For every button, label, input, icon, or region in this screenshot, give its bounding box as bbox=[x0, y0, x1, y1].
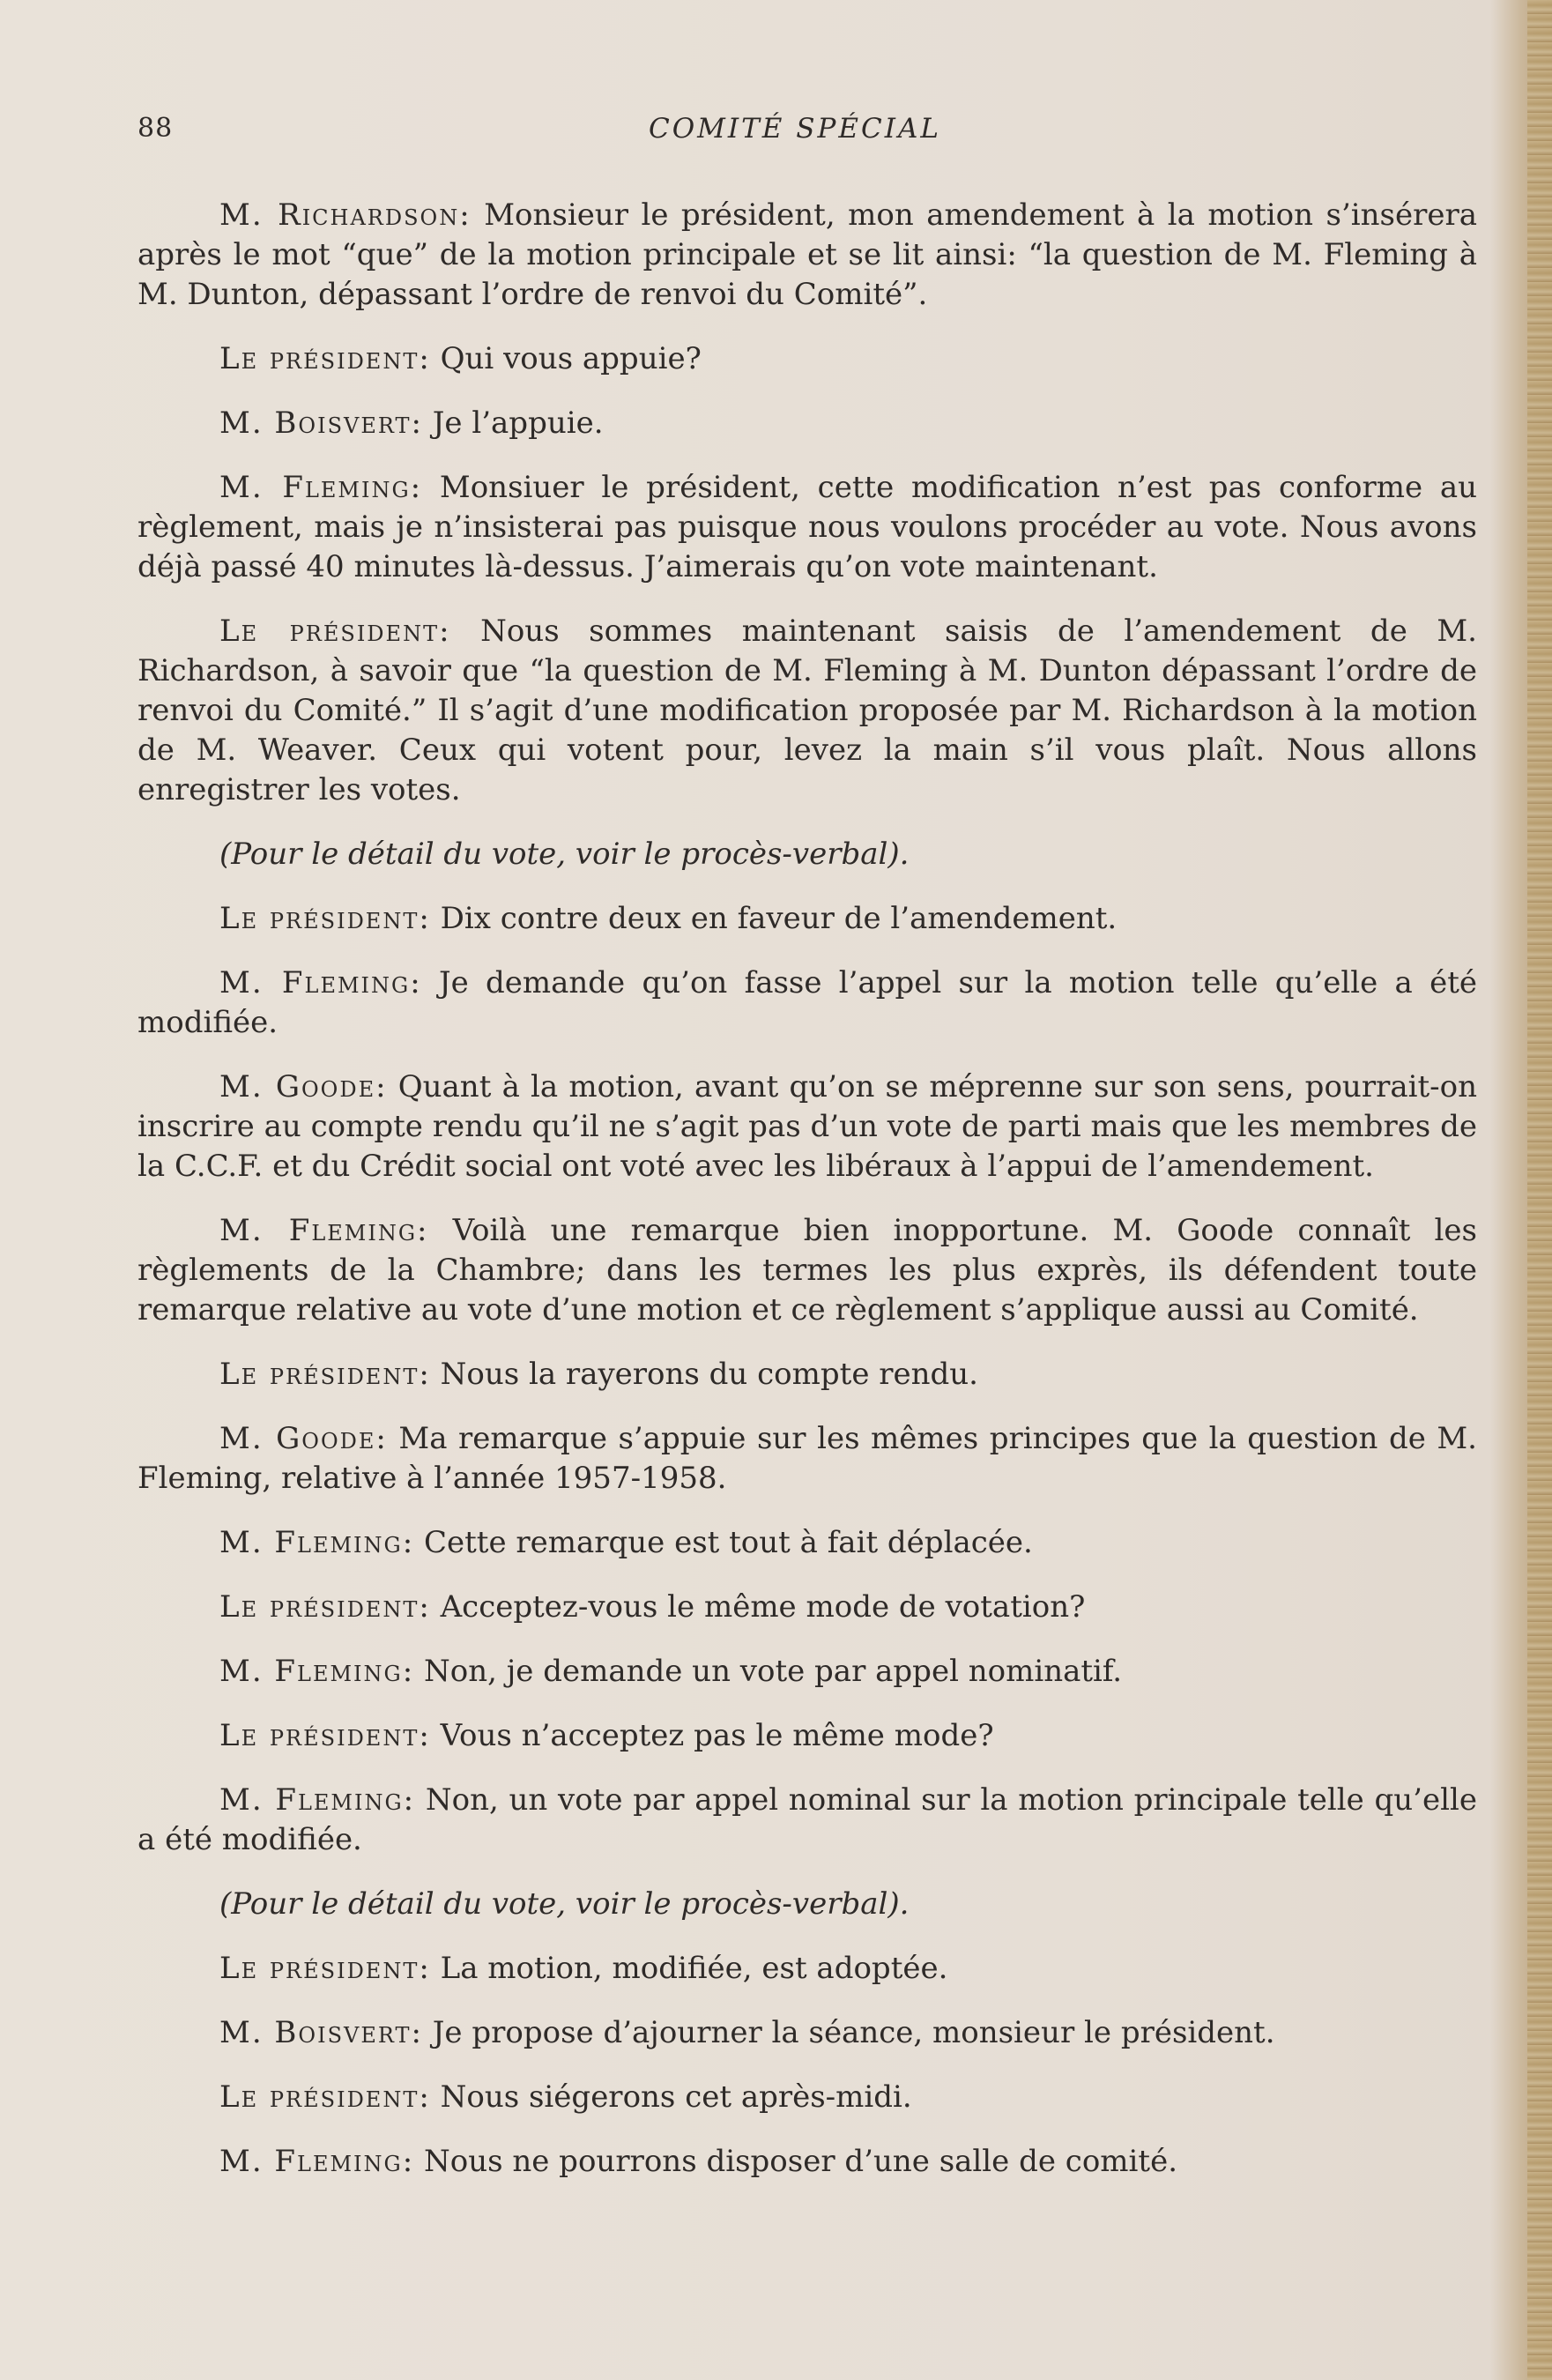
running-title: COMITÉ SPÉCIAL bbox=[649, 113, 941, 145]
paragraph bbox=[137, 339, 1477, 379]
speaker: Le président: bbox=[219, 2079, 431, 2115]
speaker: M. Fleming: bbox=[219, 470, 423, 505]
paragraph bbox=[137, 2142, 1477, 2182]
paragraph bbox=[137, 1652, 1477, 1692]
speaker: M. Fleming: bbox=[219, 1525, 415, 1560]
paragraph bbox=[137, 196, 1477, 315]
statement: Nous siégerons cet après-midi. bbox=[440, 2079, 912, 2115]
speaker: M. Fleming: bbox=[219, 1782, 416, 1818]
page-number: 88 bbox=[137, 113, 174, 144]
statement: Ma remarque s’appuie sur les mêmes principes que la question de M. Fleming, relative à l’année 1957-1958. bbox=[137, 1421, 1477, 1496]
speaker: M. Boisvert: bbox=[219, 2015, 423, 2050]
statement: (Pour le détail du vote, voir le procès-verbal). bbox=[219, 1886, 910, 1922]
paragraph bbox=[137, 1419, 1477, 1499]
statement: Quant à la motion, avant qu’on se méprenne sur son sens, pourrait-on inscrire au compte rendu qu’il ne s’agit pas d’un vote de parti mais que les membres de la C.C.F. et du Crédit social ont voté avec les libéraux à l’appui de l’amendement. bbox=[137, 1069, 1477, 1184]
statement: Dix contre deux en faveur de l’amendement. bbox=[440, 901, 1118, 936]
statement: Monsieur le président, mon amendement à la motion s’insérera après le mot “que” de la motion principale et se lit ainsi: “la question de M. Fleming à M. Dunton, dépassant l’ordre de renvoi du Comité”. bbox=[137, 197, 1477, 312]
statement: Non, un vote par appel nominal sur la motion principale telle qu’elle a été modifiée. bbox=[137, 1782, 1477, 1857]
speaker: M. Goode: bbox=[219, 1421, 388, 1456]
procedural-note bbox=[137, 1885, 1477, 1924]
paragraph bbox=[137, 1781, 1477, 1860]
paragraph bbox=[137, 1716, 1477, 1756]
speaker: M. Fleming: bbox=[219, 1213, 429, 1248]
speaker: M. Boisvert: bbox=[219, 405, 423, 441]
statement: (Pour le détail du vote, voir le procès-verbal). bbox=[219, 837, 910, 872]
paragraph bbox=[137, 1523, 1477, 1563]
paragraph bbox=[137, 899, 1477, 939]
speaker: M. Goode: bbox=[219, 1069, 388, 1104]
statement: Vous n’acceptez pas le même mode? bbox=[440, 1718, 994, 1753]
paragraph bbox=[137, 1211, 1477, 1330]
statement: Nous la rayerons du compte rendu. bbox=[440, 1357, 978, 1392]
statement: Qui vous appuie? bbox=[440, 341, 702, 376]
paragraph bbox=[137, 1588, 1477, 1627]
paragraph bbox=[137, 404, 1477, 443]
statement: Je l’appuie. bbox=[432, 405, 604, 441]
speaker: M. Fleming: bbox=[219, 2144, 415, 2179]
speaker: Le président: bbox=[219, 341, 431, 376]
paragraph bbox=[137, 1355, 1477, 1395]
statement: La motion, modifiée, est adoptée. bbox=[440, 1951, 948, 1986]
paragraph bbox=[137, 468, 1477, 587]
paragraph bbox=[137, 2078, 1477, 2117]
statement: Je propose d’ajourner la séance, monsieur le président. bbox=[432, 2015, 1275, 2050]
paragraph bbox=[137, 963, 1477, 1043]
transcript-body bbox=[137, 196, 1477, 2206]
speaker: Le président: bbox=[219, 901, 431, 936]
speaker: Le président: bbox=[219, 1951, 431, 1986]
paragraph bbox=[137, 1067, 1477, 1186]
speaker: M. Fleming: bbox=[219, 1654, 415, 1689]
speaker: Le président: bbox=[219, 614, 451, 649]
procedural-note bbox=[137, 835, 1477, 874]
page-header bbox=[137, 113, 1477, 157]
paragraph bbox=[137, 2013, 1477, 2053]
speaker: Le président: bbox=[219, 1589, 431, 1625]
speaker: M. Fleming: bbox=[219, 965, 422, 1000]
speaker: M. Richardson: bbox=[219, 197, 472, 233]
speaker: Le président: bbox=[219, 1718, 431, 1753]
statement: Je demande qu’on fasse l’appel sur la motion telle qu’elle a été modifiée. bbox=[137, 965, 1477, 1040]
paragraph bbox=[137, 612, 1477, 810]
paragraph bbox=[137, 1949, 1477, 1989]
statement: Cette remarque est tout à fait déplacée. bbox=[423, 1525, 1033, 1560]
statement: Monsiuer le président, cette modification n’est pas conforme au règlement, mais je n’insisterai pas puisque nous voulons procéder au vote. Nous avons déjà passé 40 minutes là-dessus. J’aimerais qu’on vote maintenant. bbox=[137, 470, 1477, 584]
statement: Acceptez-vous le même mode de votation? bbox=[440, 1589, 1086, 1625]
statement: Voilà une remarque bien inopportune. M. Goode connaît les règlements de la Chambre; dans les termes les plus exprès, ils défendent toute remarque relative au vote d’une motion et ce règlement s’applique aussi au Comité. bbox=[137, 1213, 1477, 1328]
page-edge bbox=[1527, 0, 1552, 2380]
speaker: Le président: bbox=[219, 1357, 431, 1392]
statement: Nous sommes maintenant saisis de l’amendement de M. Richardson, à savoir que “la question de M. Fleming à M. Dunton dépassant l’ordre de renvoi du Comité.” Il s’agit d’une modification proposée par M. Richardson à la motion de M. Weaver. Ceux qui votent pour, levez la main s’il vous plaît. Nous allons enregistrer les votes. bbox=[137, 614, 1477, 807]
statement: Non, je demande un vote par appel nominatif. bbox=[423, 1654, 1123, 1689]
statement: Nous ne pourrons disposer d’une salle de comité. bbox=[423, 2144, 1177, 2179]
